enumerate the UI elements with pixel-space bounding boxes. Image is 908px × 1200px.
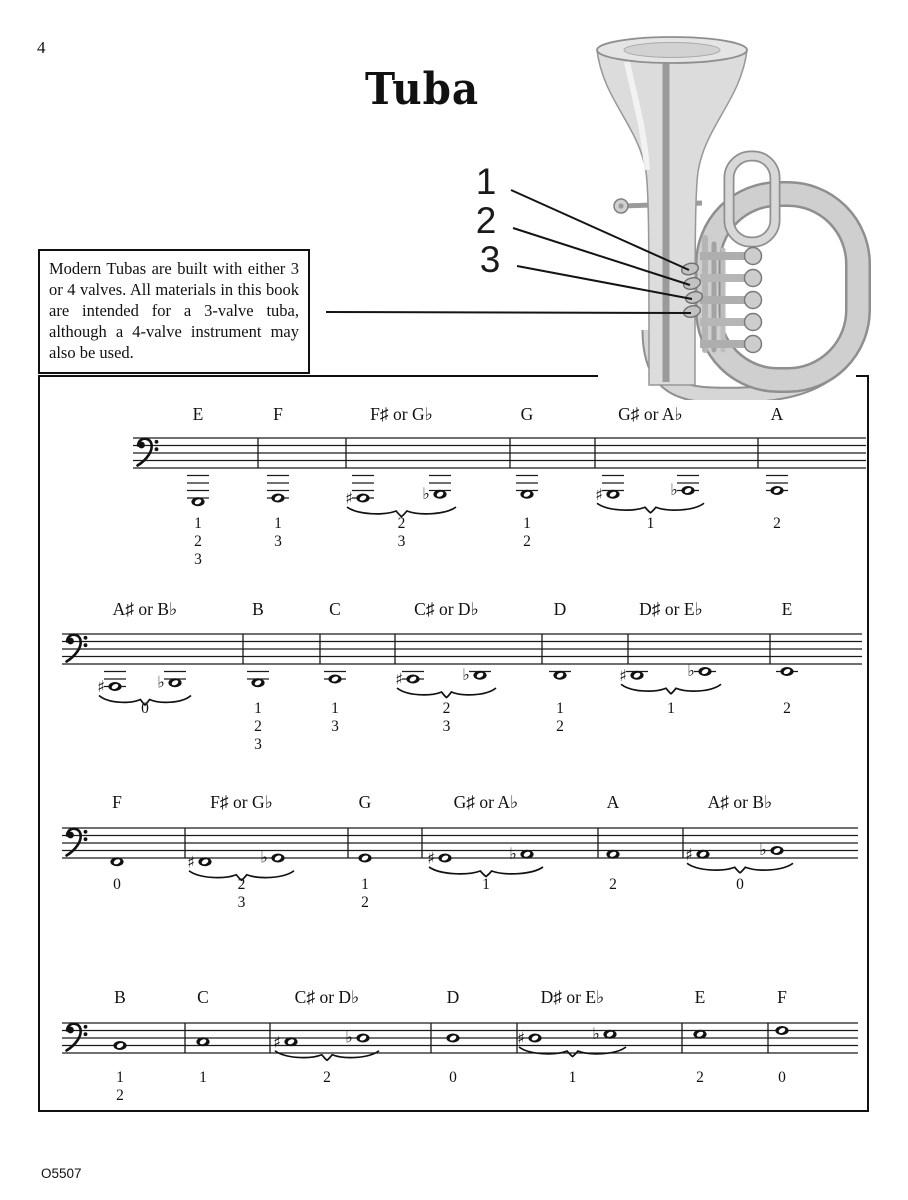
whole-note <box>693 1030 706 1039</box>
whole-note <box>251 678 264 687</box>
flat-icon: ♭ <box>345 1027 353 1047</box>
sharp-icon: ♯ <box>685 844 693 864</box>
fingering-digit: 1 <box>646 515 655 532</box>
fingering-digit: 0 <box>113 876 121 893</box>
valve-label-3: 3 <box>479 239 501 280</box>
whole-note <box>191 497 204 506</box>
whole-note <box>606 850 619 859</box>
sharp-icon: ♯ <box>273 1032 281 1052</box>
note-label: E <box>781 599 793 619</box>
note-label: D♯ or E♭ <box>639 599 703 619</box>
whole-note <box>528 1034 541 1043</box>
note-label: E <box>694 987 706 1007</box>
whole-note <box>356 494 369 503</box>
info-text: Modern Tubas are built with either 3 or 4 valves. All materials in this book are intended for a 3-valve tuba, although a 4-valve instrument may also be used. <box>49 259 299 362</box>
catalog-number: O5507 <box>41 1166 82 1181</box>
whole-note <box>606 490 619 499</box>
underbrace <box>687 863 793 873</box>
fingering-digit: 0 <box>141 700 149 717</box>
note-label: A <box>770 404 784 424</box>
fingering-digit: 2 <box>773 515 781 532</box>
whole-note <box>358 854 371 863</box>
whole-note <box>630 671 643 680</box>
whole-note <box>198 857 211 866</box>
fingering-digit: 3 <box>194 551 202 568</box>
staff-row <box>133 404 866 568</box>
whole-note <box>520 490 533 499</box>
underbrace <box>397 688 496 698</box>
staff-row <box>62 792 858 911</box>
fingering-digit: 1 <box>254 700 262 717</box>
whole-note <box>196 1037 209 1046</box>
fingering-digit: 3 <box>237 894 246 911</box>
whole-note <box>520 850 533 859</box>
staff-row <box>62 987 858 1104</box>
whole-note <box>780 667 793 676</box>
whole-note <box>328 675 341 684</box>
fingering-digit: 2 <box>237 876 246 893</box>
whole-note <box>271 494 284 503</box>
sharp-icon: ♯ <box>517 1028 525 1048</box>
fingering-digit: 3 <box>397 533 406 550</box>
whole-note <box>110 857 123 866</box>
sharp-icon: ♯ <box>619 665 627 685</box>
fingering-digit: 2 <box>442 700 451 717</box>
whole-note <box>553 671 566 680</box>
whole-note <box>681 486 694 495</box>
fingering-digit: 1 <box>331 700 339 717</box>
note-label: F♯ or G♭ <box>210 792 273 812</box>
whole-note <box>406 675 419 684</box>
fingering-digit: 0 <box>778 1069 786 1086</box>
whole-note <box>770 846 783 855</box>
note-label: D <box>446 987 460 1007</box>
note-label: D <box>553 599 567 619</box>
bass-clef-icon <box>138 439 159 466</box>
flat-icon: ♭ <box>462 664 470 684</box>
fingering-digit: 2 <box>254 718 262 735</box>
fingering-digit: 2 <box>523 533 531 550</box>
bass-clef-icon <box>67 829 88 856</box>
note-label: C♯ or D♭ <box>294 987 360 1007</box>
fingering-digit: 1 <box>667 700 675 717</box>
note-label: D♯ or E♭ <box>540 987 605 1007</box>
fingering-digit: 1 <box>199 1069 207 1086</box>
whole-note <box>438 854 451 863</box>
whole-note <box>696 850 709 859</box>
note-label: B <box>252 599 264 619</box>
flat-icon: ♭ <box>509 843 517 863</box>
fingering-digit: 1 <box>523 515 531 532</box>
fingering-digit: 3 <box>274 533 282 550</box>
note-label: F <box>777 987 787 1007</box>
sharp-icon: ♯ <box>395 669 403 689</box>
fingering-digit: 1 <box>116 1069 124 1086</box>
page-title: Tuba <box>364 64 480 115</box>
note-label: C <box>329 599 341 619</box>
whole-note <box>113 1041 126 1050</box>
note-label: E <box>192 404 204 424</box>
bass-clef-icon <box>67 635 88 662</box>
whole-note <box>698 667 711 676</box>
whole-note <box>168 678 181 687</box>
flat-icon: ♭ <box>260 847 268 867</box>
sharp-icon: ♯ <box>427 848 435 868</box>
whole-note <box>603 1030 616 1039</box>
whole-note <box>770 486 783 495</box>
whole-note <box>271 854 284 863</box>
note-label: F♯ or G♭ <box>370 404 433 424</box>
note-label: F <box>112 792 122 812</box>
whole-note <box>446 1034 459 1043</box>
staff-row <box>62 599 862 753</box>
note-label: A♯ or B♭ <box>707 792 773 812</box>
fingering-digit: 2 <box>194 533 202 550</box>
valve-label-1: 1 <box>475 161 497 202</box>
fingering-digit: 2 <box>783 700 791 717</box>
flat-icon: ♭ <box>422 483 430 503</box>
sharp-icon: ♯ <box>187 852 195 872</box>
fingering-digit: 3 <box>331 718 339 735</box>
flat-icon: ♭ <box>687 661 695 680</box>
note-label: G♯ or A♭ <box>618 404 683 424</box>
underbrace <box>621 684 721 694</box>
note-label: A <box>606 792 620 812</box>
sharp-icon: ♯ <box>97 677 105 696</box>
underbrace <box>597 503 704 513</box>
fingering-digit: 2 <box>323 1069 331 1086</box>
valve-label-2: 2 <box>475 200 497 241</box>
fingering-digit: 2 <box>609 876 617 893</box>
whole-note <box>356 1034 369 1043</box>
page-number: 4 <box>37 38 46 57</box>
note-label: G <box>358 792 372 812</box>
fingering-digit: 1 <box>274 515 282 532</box>
fingering-digit: 3 <box>442 718 451 735</box>
note-label: C♯ or D♭ <box>414 599 479 619</box>
note-label: G <box>520 404 534 424</box>
underbrace <box>519 1047 626 1057</box>
note-label: F <box>273 404 283 424</box>
fingering-digit: 1 <box>194 515 202 532</box>
fingering-digit: 1 <box>482 876 490 893</box>
bass-clef-icon <box>67 1024 88 1051</box>
note-label: B <box>114 987 126 1007</box>
fingering-digit: 1 <box>556 700 564 717</box>
fingering-digit: 3 <box>254 736 262 753</box>
fingering-digit: 0 <box>736 876 744 893</box>
whole-note <box>284 1037 297 1046</box>
fingering-digit: 2 <box>116 1087 124 1104</box>
fingering-digit: 0 <box>449 1069 457 1086</box>
whole-note <box>775 1026 788 1035</box>
note-label: A♯ or B♭ <box>112 599 178 619</box>
fingering-digit: 1 <box>361 876 369 893</box>
flat-icon: ♭ <box>592 1023 600 1043</box>
flat-icon: ♭ <box>670 480 678 499</box>
underbrace <box>275 1051 379 1061</box>
flat-icon: ♭ <box>759 840 767 859</box>
whole-note <box>433 490 446 499</box>
sharp-icon: ♯ <box>595 484 603 504</box>
note-label: G♯ or A♭ <box>453 792 519 812</box>
whole-note <box>473 671 486 680</box>
whole-note <box>108 682 121 691</box>
note-label: C <box>197 987 209 1007</box>
flat-icon: ♭ <box>157 672 165 692</box>
fingering-digit: 2 <box>556 718 564 735</box>
fingering-digit: 2 <box>361 894 369 911</box>
sharp-icon: ♯ <box>345 488 353 508</box>
fingering-digit: 2 <box>397 515 406 532</box>
fingering-digit: 1 <box>568 1069 577 1086</box>
fingering-digit: 2 <box>696 1069 704 1086</box>
